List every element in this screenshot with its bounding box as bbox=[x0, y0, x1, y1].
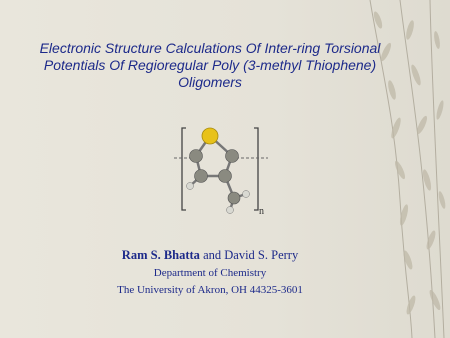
primary-author: Ram S. Bhatta bbox=[121, 248, 200, 262]
hydrogen-atom bbox=[227, 207, 234, 214]
thiophene-structure-figure bbox=[168, 122, 278, 222]
university-address: The University of Akron, OH 44325-3601 bbox=[117, 284, 303, 296]
repeat-subscript: n bbox=[259, 206, 264, 217]
secondary-author: David S. Perry bbox=[224, 248, 299, 262]
hydrogen-atom bbox=[243, 191, 250, 198]
carbon-atom bbox=[195, 170, 208, 183]
slide-title: Electronic Structure Calculations Of Inter-ring Torsional Potentials Of Regioregular Poly (3-methyl Thiophene) Oligomers bbox=[39, 40, 381, 90]
authors bbox=[30, 248, 390, 263]
carbon-atom bbox=[228, 192, 240, 204]
sulfur-atom bbox=[202, 128, 218, 144]
author-connector: and bbox=[199, 248, 225, 262]
department: Department of Chemistry bbox=[153, 267, 267, 279]
carbon-atom bbox=[190, 150, 203, 163]
carbon-atom bbox=[219, 170, 232, 183]
carbon-atom bbox=[226, 150, 239, 163]
hydrogen-atom bbox=[187, 183, 194, 190]
